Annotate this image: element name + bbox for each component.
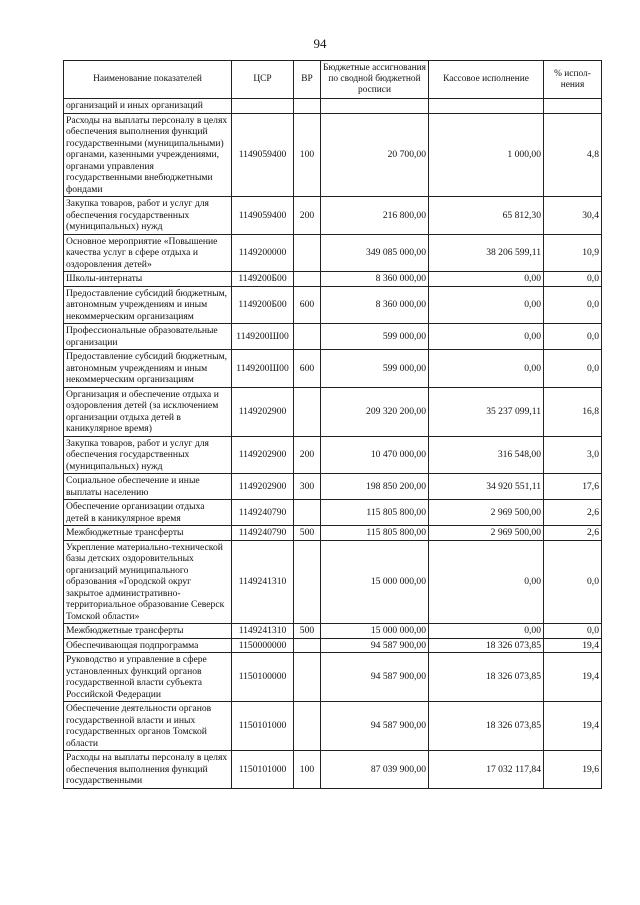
cell-vr bbox=[294, 540, 321, 624]
cell-name: Профессиональные образовательные организации bbox=[64, 324, 232, 350]
cell-vr bbox=[294, 702, 321, 751]
cell-percent: 0,0 bbox=[544, 272, 602, 287]
cell-csr: 1149059400 bbox=[232, 113, 294, 197]
cell-name: Школы-интернаты bbox=[64, 272, 232, 287]
table-row bbox=[64, 286, 602, 324]
cell-name: Расходы на выплаты персоналу в целях обеспечения выполнения функций государственными bbox=[64, 751, 232, 789]
cell-cash: 0,00 bbox=[429, 624, 544, 639]
cell-cash: 316 548,00 bbox=[429, 436, 544, 474]
cell-csr: 1149200000 bbox=[232, 234, 294, 272]
cell-percent: 2,6 bbox=[544, 500, 602, 526]
cell-vr: 500 bbox=[294, 624, 321, 639]
table-row bbox=[64, 197, 602, 235]
cell-vr bbox=[294, 234, 321, 272]
cell-vr: 100 bbox=[294, 751, 321, 789]
header-vr: ВР bbox=[294, 61, 321, 99]
table-row bbox=[64, 324, 602, 350]
cell-cash: 0,00 bbox=[429, 286, 544, 324]
cell-percent: 3,0 bbox=[544, 436, 602, 474]
cell-name: Социальное обеспечение и иные выплаты населению bbox=[64, 474, 232, 500]
cell-cash: 18 326 073,85 bbox=[429, 653, 544, 702]
table-row bbox=[64, 272, 602, 287]
cell-csr: 1149200Ш00 bbox=[232, 350, 294, 388]
cell-name: Укрепление материально-технической базы детских оздоровительных организаций муниципального образования «Городской округ закрытое административно-территориальное образование Северск Томской области» bbox=[64, 540, 232, 624]
cell-csr bbox=[232, 99, 294, 114]
table-row bbox=[64, 113, 602, 197]
cell-csr: 1149241310 bbox=[232, 540, 294, 624]
cell-name: Межбюджетные трансферты bbox=[64, 526, 232, 541]
cell-percent bbox=[544, 99, 602, 114]
table-row bbox=[64, 638, 602, 653]
cell-percent: 19,6 bbox=[544, 751, 602, 789]
cell-budget: 94 587 900,00 bbox=[321, 653, 429, 702]
cell-vr: 500 bbox=[294, 526, 321, 541]
table-header-row bbox=[64, 61, 602, 99]
cell-budget: 8 360 000,00 bbox=[321, 286, 429, 324]
cell-budget bbox=[321, 99, 429, 114]
cell-vr: 200 bbox=[294, 436, 321, 474]
table-row bbox=[64, 702, 602, 751]
header-cash: Кассовое исполнение bbox=[429, 61, 544, 99]
cell-budget: 115 805 800,00 bbox=[321, 500, 429, 526]
cell-budget: 8 360 000,00 bbox=[321, 272, 429, 287]
cell-cash: 17 032 117,84 bbox=[429, 751, 544, 789]
cell-csr: 1149240790 bbox=[232, 500, 294, 526]
cell-cash: 18 326 073,85 bbox=[429, 638, 544, 653]
cell-percent: 0,0 bbox=[544, 624, 602, 639]
cell-percent: 0,0 bbox=[544, 540, 602, 624]
cell-budget: 198 850 200,00 bbox=[321, 474, 429, 500]
cell-vr bbox=[294, 387, 321, 436]
cell-cash: 18 326 073,85 bbox=[429, 702, 544, 751]
cell-name: Обеспечение организации отдыха детей в каникулярное время bbox=[64, 500, 232, 526]
cell-vr bbox=[294, 99, 321, 114]
cell-percent: 4,8 bbox=[544, 113, 602, 197]
cell-cash: 35 237 099,11 bbox=[429, 387, 544, 436]
budget-execution-table bbox=[63, 60, 602, 789]
cell-csr: 1149200Б00 bbox=[232, 286, 294, 324]
cell-percent: 10,9 bbox=[544, 234, 602, 272]
cell-csr: 1150100000 bbox=[232, 653, 294, 702]
cell-vr: 300 bbox=[294, 474, 321, 500]
cell-name: организаций и иных организаций bbox=[64, 99, 232, 114]
page-number: 94 bbox=[313, 36, 327, 51]
cell-percent: 19,4 bbox=[544, 653, 602, 702]
table-row bbox=[64, 234, 602, 272]
cell-cash: 34 920 551,11 bbox=[429, 474, 544, 500]
cell-budget: 216 800,00 bbox=[321, 197, 429, 235]
cell-csr: 1150101000 bbox=[232, 702, 294, 751]
cell-name: Межбюджетные трансферты bbox=[64, 624, 232, 639]
cell-csr: 1150000000 bbox=[232, 638, 294, 653]
cell-budget: 94 587 900,00 bbox=[321, 702, 429, 751]
cell-budget: 87 039 900,00 bbox=[321, 751, 429, 789]
cell-cash: 2 969 500,00 bbox=[429, 500, 544, 526]
header-percent: % испол-нения bbox=[544, 61, 602, 99]
cell-cash: 0,00 bbox=[429, 350, 544, 388]
table-row bbox=[64, 99, 602, 114]
cell-budget: 115 805 800,00 bbox=[321, 526, 429, 541]
cell-name: Руководство и управление в сфере установленных функций органов государственной власти субъекта Российской Федерации bbox=[64, 653, 232, 702]
cell-csr: 1149202900 bbox=[232, 436, 294, 474]
cell-name: Предоставление субсидий бюджетным, автономным учреждениям и иным некоммерческим организациям bbox=[64, 286, 232, 324]
cell-vr bbox=[294, 638, 321, 653]
cell-vr: 600 bbox=[294, 286, 321, 324]
cell-budget: 94 587 900,00 bbox=[321, 638, 429, 653]
cell-cash: 38 206 599,11 bbox=[429, 234, 544, 272]
cell-vr bbox=[294, 324, 321, 350]
cell-name: Закупка товаров, работ и услуг для обеспечения государственных (муниципальных) нужд bbox=[64, 197, 232, 235]
cell-percent: 0,0 bbox=[544, 324, 602, 350]
cell-percent: 0,0 bbox=[544, 350, 602, 388]
table-row bbox=[64, 474, 602, 500]
header-csr: ЦСР bbox=[232, 61, 294, 99]
cell-csr: 1149200Б00 bbox=[232, 272, 294, 287]
cell-cash: 1 000,00 bbox=[429, 113, 544, 197]
cell-csr: 1149059400 bbox=[232, 197, 294, 235]
cell-vr: 100 bbox=[294, 113, 321, 197]
cell-csr: 1149202900 bbox=[232, 387, 294, 436]
cell-cash: 0,00 bbox=[429, 324, 544, 350]
cell-percent: 0,0 bbox=[544, 286, 602, 324]
cell-percent: 16,8 bbox=[544, 387, 602, 436]
table-row bbox=[64, 540, 602, 624]
cell-budget: 209 320 200,00 bbox=[321, 387, 429, 436]
cell-vr bbox=[294, 272, 321, 287]
cell-name: Обеспечение деятельности органов государственной власти и иных государственных органов Томской области bbox=[64, 702, 232, 751]
cell-name: Обеспечивающая подпрограмма bbox=[64, 638, 232, 653]
cell-vr bbox=[294, 500, 321, 526]
cell-name: Основное мероприятие «Повышение качества услуг в сфере отдыха и оздоровления детей» bbox=[64, 234, 232, 272]
cell-budget: 15 000 000,00 bbox=[321, 624, 429, 639]
cell-cash: 0,00 bbox=[429, 272, 544, 287]
cell-budget: 20 700,00 bbox=[321, 113, 429, 197]
cell-budget: 349 085 000,00 bbox=[321, 234, 429, 272]
header-budget: Бюджетные ассигнования по сводной бюджетной росписи bbox=[321, 61, 429, 99]
cell-percent: 19,4 bbox=[544, 638, 602, 653]
cell-name: Организация и обеспечение отдыха и оздоровления детей (за исключением организации отдыха детей в каникулярное время) bbox=[64, 387, 232, 436]
table-row bbox=[64, 751, 602, 789]
table-row bbox=[64, 500, 602, 526]
cell-budget: 599 000,00 bbox=[321, 350, 429, 388]
cell-cash bbox=[429, 99, 544, 114]
table-row bbox=[64, 436, 602, 474]
cell-budget: 15 000 000,00 bbox=[321, 540, 429, 624]
table-row bbox=[64, 624, 602, 639]
cell-budget: 10 470 000,00 bbox=[321, 436, 429, 474]
table-row bbox=[64, 526, 602, 541]
cell-vr: 600 bbox=[294, 350, 321, 388]
cell-vr bbox=[294, 653, 321, 702]
cell-name: Расходы на выплаты персоналу в целях обеспечения выполнения функций государственными (муниципальными) органами, казенными учреждениями, органами управления государственными внебюджетными фондами bbox=[64, 113, 232, 197]
cell-percent: 17,6 bbox=[544, 474, 602, 500]
cell-csr: 1149240790 bbox=[232, 526, 294, 541]
cell-csr: 1150101000 bbox=[232, 751, 294, 789]
cell-csr: 1149241310 bbox=[232, 624, 294, 639]
cell-cash: 2 969 500,00 bbox=[429, 526, 544, 541]
cell-budget: 599 000,00 bbox=[321, 324, 429, 350]
cell-csr: 1149200Ш00 bbox=[232, 324, 294, 350]
cell-vr: 200 bbox=[294, 197, 321, 235]
table-row bbox=[64, 387, 602, 436]
cell-percent: 2,6 bbox=[544, 526, 602, 541]
table-row bbox=[64, 350, 602, 388]
cell-cash: 65 812,30 bbox=[429, 197, 544, 235]
table-row bbox=[64, 653, 602, 702]
cell-csr: 1149202900 bbox=[232, 474, 294, 500]
cell-percent: 19,4 bbox=[544, 702, 602, 751]
cell-name: Предоставление субсидий бюджетным, автономным учреждениям и иным некоммерческим организациям bbox=[64, 350, 232, 388]
cell-percent: 30,4 bbox=[544, 197, 602, 235]
cell-cash: 0,00 bbox=[429, 540, 544, 624]
cell-name: Закупка товаров, работ и услуг для обеспечения государственных (муниципальных) нужд bbox=[64, 436, 232, 474]
header-name: Наименование показателей bbox=[64, 61, 232, 99]
